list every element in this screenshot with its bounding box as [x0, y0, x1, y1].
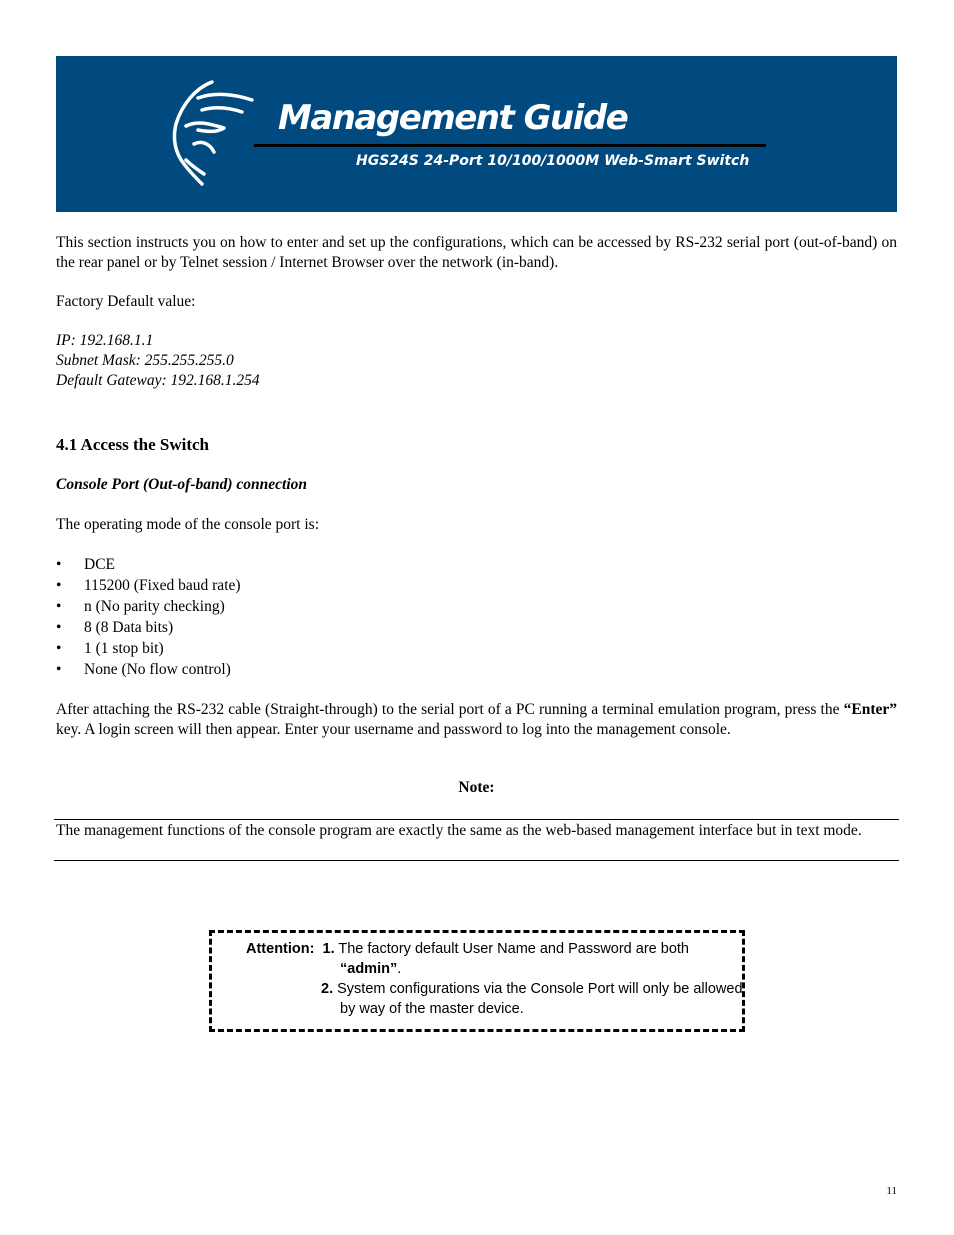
list-item: • 115200 (Fixed baud rate)	[56, 576, 897, 597]
note-text: The management functions of the console program are exactly the same as the web-based management interface but in text mode.	[56, 822, 862, 839]
banner-title: Management Guide	[278, 98, 628, 138]
list-item: • 8 (8 Data bits)	[56, 618, 897, 639]
page-number: 11	[886, 1185, 897, 1197]
attention-line-2	[340, 959, 401, 979]
attention-label: Attention:	[246, 941, 315, 957]
list-item: • DCE	[56, 555, 897, 576]
login-paragraph	[56, 700, 897, 740]
default-subnet: Subnet Mask: 255.255.255.0	[56, 352, 234, 369]
attention-line-4: by way of the master device.	[340, 1001, 524, 1017]
attention-item1-end: .	[397, 961, 402, 977]
section-heading: 4.1 Access the Switch	[56, 435, 209, 454]
list-item: • None (No flow control)	[56, 660, 897, 681]
header-banner	[56, 56, 897, 212]
default-gateway: Default Gateway: 192.168.1.254	[56, 372, 260, 389]
attention-item1-text: The factory default User Name and Password are both	[338, 941, 689, 957]
list-item: • n (No parity checking)	[56, 597, 897, 618]
eagle-head-logo-icon	[168, 74, 268, 190]
attention-item2-number: 2.	[321, 981, 334, 997]
list-item: • 1 (1 stop bit)	[56, 639, 897, 660]
attention-line-1	[246, 939, 689, 959]
banner-divider	[254, 144, 766, 147]
attention-item2-text: System configurations via the Console Port will only be allowed	[337, 981, 743, 997]
login-text-start: After attaching the RS-232 cable (Straight-through) to the serial port of a PC running a terminal emulation program, press the	[56, 701, 844, 718]
console-mode-list	[56, 555, 897, 681]
login-text-end: key. A login screen will then appear. Enter your username and password to log into the management console.	[56, 721, 731, 738]
attention-item1-number: 1.	[322, 941, 335, 957]
attention-box	[209, 930, 745, 1032]
intro-paragraph: This section instructs you on how to enter and set up the configurations, which can be accessed by RS-232 serial port (out-of-band) on the rear panel or by Telnet session / Internet Browser over the network (in-band).	[56, 234, 897, 271]
enter-key-label: “Enter”	[843, 701, 897, 718]
mode-intro: The operating mode of the console port is:	[56, 516, 320, 533]
section-subheading: Console Port (Out-of-band) connection	[56, 476, 308, 493]
note-box	[54, 819, 899, 861]
factory-default-label: Factory Default value:	[56, 293, 196, 310]
default-credential-value: “admin”	[340, 961, 398, 977]
default-ip: IP: 192.168.1.1	[56, 332, 154, 349]
attention-line-3	[321, 979, 743, 999]
banner-subtitle: HGS24S 24-Port 10/100/1000M Web-Smart Switch	[356, 153, 750, 169]
factory-default-values	[56, 331, 897, 391]
note-heading: Note:	[458, 779, 495, 796]
